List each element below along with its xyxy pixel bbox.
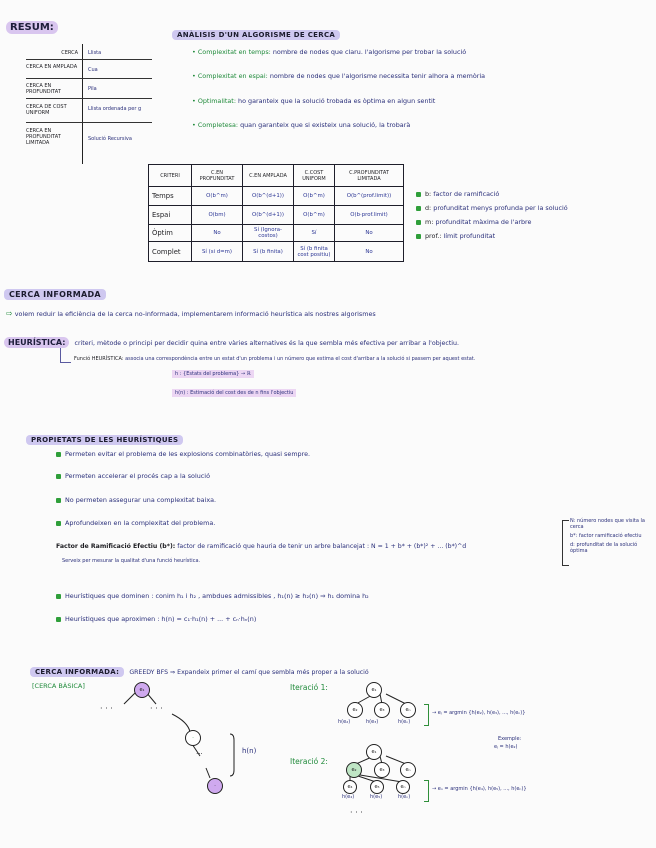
brace: [424, 780, 429, 802]
leaf-h: h(e₅): [370, 794, 383, 800]
basic-search-tree: [90, 674, 250, 804]
table-divider: [82, 44, 83, 164]
ellipsis: · · ·: [150, 704, 163, 713]
type-key: CERCA DE COST UNIFORM: [26, 104, 67, 116]
bullet-icon: [416, 206, 421, 211]
row-label: Complet: [149, 242, 192, 262]
analysis-term: Complexitat en espai:: [197, 72, 268, 80]
propietat-item: [56, 519, 215, 527]
table-cell: No: [335, 242, 404, 262]
bullet-icon: •: [192, 48, 196, 56]
bullet-icon: •: [192, 97, 196, 105]
iteracio1-label: Iteració 1:: [290, 683, 328, 692]
goal-node: ·: [207, 778, 223, 794]
propietat-item: [56, 450, 310, 458]
iteracio2-label: Iteració 2:: [290, 757, 328, 766]
ellipsis: · · ·: [100, 704, 113, 713]
leaf-h: h(e₂): [338, 719, 351, 725]
tree-node-e3: e₃: [374, 762, 390, 778]
propietats-title: PROPIETATS DE LES HEURÍSTIQUES: [26, 427, 183, 446]
legend-text: profunditat màxima de l'arbre: [435, 218, 532, 226]
bullet-icon: [56, 474, 61, 479]
funcio-label: Funció HEURÍSTICA:: [74, 356, 124, 362]
bullet-icon: [56, 617, 61, 622]
argmin-formula2: → eₙ = argmin {h(e₄), h(e₅), ..., h(eₙ)}: [432, 786, 527, 792]
propietat-item: [56, 496, 216, 504]
type-value: Pila: [88, 86, 97, 92]
bullet-icon: [56, 452, 61, 457]
funcio-text: associa una correspondència entre un estat d'un problema i un número que estima el cost d'arribar a la solució si passem per aquest estat.: [125, 356, 476, 362]
table-cell: O(b^m): [294, 187, 335, 206]
legend-term: d:: [425, 204, 432, 212]
type-key: CERCA EN PROFUNDITAT LIMITADA: [26, 128, 61, 146]
tree-node-e3: e₃: [374, 702, 390, 718]
analysis-item: [192, 48, 466, 56]
bullet-icon: [416, 192, 421, 197]
type-value: Llista: [88, 50, 102, 56]
row-line: [26, 59, 152, 60]
table-cell: Sí (b finita cost positiu): [294, 242, 335, 262]
analysis-text: nombre de nodes que claru. l'algorisme per trobar la solució: [272, 48, 467, 56]
col-header: C.PROFUNDITAT LIMITADA: [335, 165, 404, 187]
type-value: Llista ordenada per g: [88, 106, 142, 112]
propietat-text: Aprofundeixen en la complexitat del problema.: [65, 519, 216, 527]
brace: [562, 520, 569, 566]
domina-text: Heurístiques que dominen : conim h₁ i h₂ , ambdues admissibles , h₁(n) ≥ h₂(n) ⇒ h₁ domina h₂: [65, 592, 369, 600]
greedy-subtitle: GREEDY BFS ⇒ Expandeix primer el camí que sembla més proper a la solució: [129, 669, 369, 676]
analysis-term: Complexitat en temps:: [197, 48, 271, 56]
row-label: Espai: [149, 206, 192, 225]
intro-text: volem reduir la eficiència de la cerca no-informada, implementarem informació heurística als nostres algorismes: [14, 310, 376, 318]
table-cell: No: [335, 225, 404, 242]
factor-text: factor de ramificació que hauria de tenir un arbre balancejat : N = 1 + b* + (b*)² + ... (b*)^d: [177, 543, 467, 550]
resum-title: RESUM:: [6, 20, 58, 33]
tree-node-e2: e₂: [347, 702, 363, 718]
analysis-text: ho garanteix que la solució trobada es òptima en algun sentit: [238, 97, 436, 105]
heuristica-text: criteri, mètode o principi per decidir quina entre vàries alternatives és la que sembla més efectiva per arribar a l'objectiu.: [74, 340, 460, 347]
tree-node-en: eₙ: [400, 762, 416, 778]
table-cell: Sí: [294, 225, 335, 242]
legend-term: prof.:: [425, 232, 442, 240]
hn-brace: [230, 734, 234, 776]
col-header: C.COST UNIFORM: [294, 165, 335, 187]
type-key: CERCA EN PROFUNDITAT: [26, 83, 61, 95]
table-cell: Sí (Ignora-costos): [243, 225, 294, 242]
brace: [424, 704, 429, 726]
exemple-val: eⱼ = h(e₂): [494, 744, 518, 750]
factor-note: Serveix per mesurar la qualitat d'una funció heurística.: [62, 558, 201, 564]
tree-node-e5: e₅: [370, 780, 384, 794]
root-node: e₁: [134, 682, 150, 698]
propietat-text: No permeten assegurar una complexitat baixa.: [65, 496, 217, 504]
table-cell: O(b^(d+1)): [243, 187, 294, 206]
table-cell: O(b·prof.limit): [335, 206, 404, 225]
tree-node-e2: e₂: [346, 762, 362, 778]
analysis-text: quan garanteix que si existeix una solució, la trobarà: [240, 121, 411, 129]
table-cell: O(b^m): [294, 206, 335, 225]
leaf-h: h(e₄): [342, 794, 355, 800]
branch-line: [60, 348, 71, 363]
bullet-icon: •: [192, 72, 196, 80]
formula-h: h : {Estats del problema} → ℝ: [172, 370, 254, 378]
row-line: [26, 78, 152, 79]
factor-ramificacio: [56, 543, 466, 550]
formula-hn: h(n) : Estimació del cost des de n fins l'objectiu: [172, 389, 296, 397]
analysis-item: [192, 121, 410, 129]
type-key: CERCA EN AMPLADA: [26, 64, 78, 70]
heuristiques-dominen: [56, 592, 369, 600]
row-line: [26, 98, 152, 99]
argmin-formula1: → eⱼ = argmin {h(e₂), h(e₃), ..., h(eₙ)}: [432, 710, 526, 716]
analysis-title: ANÀLISIS D'UN ALGORISME DE CERCA: [172, 22, 340, 41]
type-value: Solució Recursiva: [88, 136, 132, 142]
propietat-text: Permeten evitar el problema de les explosions combinatòries, quasi sempre.: [65, 450, 311, 458]
table-cell: O(bm): [192, 206, 243, 225]
analysis-term: Optimalitat:: [197, 97, 236, 105]
type-key: CERCA: [61, 50, 78, 56]
greedy-title-label: CERCA INFORMADA:: [30, 667, 124, 677]
heuristica-label: HEURÍSTICA:: [4, 337, 69, 348]
tree-node: ·: [185, 730, 201, 746]
hn-label: h(n): [242, 747, 257, 755]
analysis-item: [192, 97, 435, 105]
type-value: Cua: [88, 67, 98, 73]
leaf-h: h(eₙ): [398, 794, 411, 800]
col-header: CRITERI: [149, 165, 192, 187]
bullet-icon: [56, 521, 61, 526]
analysis-term: Completesa:: [197, 121, 239, 129]
cerca-basica-label: [CERCA BÀSICA]: [32, 682, 85, 690]
factor-legend-item: b*: factor ramificació efectiu: [570, 533, 642, 539]
row-label: Òptim: [149, 225, 192, 242]
legend-term: m:: [425, 218, 434, 226]
leaf-h: h(eₙ): [398, 719, 411, 725]
tree-node-e1: e₁: [366, 682, 382, 698]
legend-text: límit profunditat: [443, 232, 496, 240]
legend-item: [416, 190, 499, 198]
table-cell: Sí (si d=m): [192, 242, 243, 262]
criteria-table: [148, 164, 404, 262]
row-line: [26, 122, 152, 123]
row-label: Temps: [149, 187, 192, 206]
analysis-item: [192, 72, 485, 80]
tree-node-en: eₙ: [400, 702, 416, 718]
table-cell: O(b^(prof.limit)): [335, 187, 404, 206]
col-header: C.EN AMPLADA: [243, 165, 294, 187]
legend-item: [416, 204, 568, 212]
bullet-icon: [416, 234, 421, 239]
tree-edge: [172, 714, 190, 732]
aproximen-text: Heurístiques que aproximen : h(n) = c₁·h₁(n) + ... + cₙ·hₙ(n): [65, 615, 257, 623]
arrow-right-icon: ⇨: [6, 309, 13, 318]
legend-term: b:: [425, 190, 432, 198]
bullet-icon: [56, 594, 61, 599]
table-cell: O(b^m): [192, 187, 243, 206]
tree-node-e1: e₁: [366, 744, 382, 760]
factor-label: Factor de Ramificació Efectiu (b*):: [56, 543, 176, 550]
table-cell: O(b^(d+1)): [243, 206, 294, 225]
bullet-icon: [56, 498, 61, 503]
cerca-informada-intro: [6, 309, 376, 318]
ellipsis: · · ·: [350, 808, 363, 817]
col-header: C.EN PROFUNDITAT: [192, 165, 243, 187]
bullet-icon: [416, 220, 421, 225]
table-cell: No: [192, 225, 243, 242]
tree-node-e4: e₄: [343, 780, 357, 794]
legend-item: [416, 232, 495, 240]
tree-node-en2: eₙ: [396, 780, 410, 794]
factor-legend-item: N: número nodes que visita la cerca: [570, 518, 645, 530]
heuristiques-aproximen: [56, 615, 256, 623]
table-cell: Sí (b finita): [243, 242, 294, 262]
funcio-heuristica: [74, 356, 475, 362]
propietat-item: [56, 472, 210, 480]
legend-item: [416, 218, 531, 226]
exemple-label: Exemple:: [498, 736, 522, 742]
heuristica-def: [4, 330, 459, 349]
legend-text: profunditat menys profunda per la solució: [433, 204, 568, 212]
cerca-informada-title: CERCA INFORMADA: [4, 282, 106, 301]
analysis-text: nombre de nodes que l'algorisme necessita tenir alhora a memòria: [269, 72, 486, 80]
factor-legend: [570, 518, 654, 554]
bullet-icon: •: [192, 121, 196, 129]
legend-text: factor de ramificació: [433, 190, 500, 198]
factor-legend-item: d: profunditat de la solució òptima: [570, 542, 638, 554]
ellipsis: ...: [196, 748, 203, 756]
propietat-text: Permeten accelerar el procés cap a la solució: [65, 472, 210, 480]
tree-edge: [206, 768, 210, 778]
leaf-h: h(e₃): [366, 719, 379, 725]
